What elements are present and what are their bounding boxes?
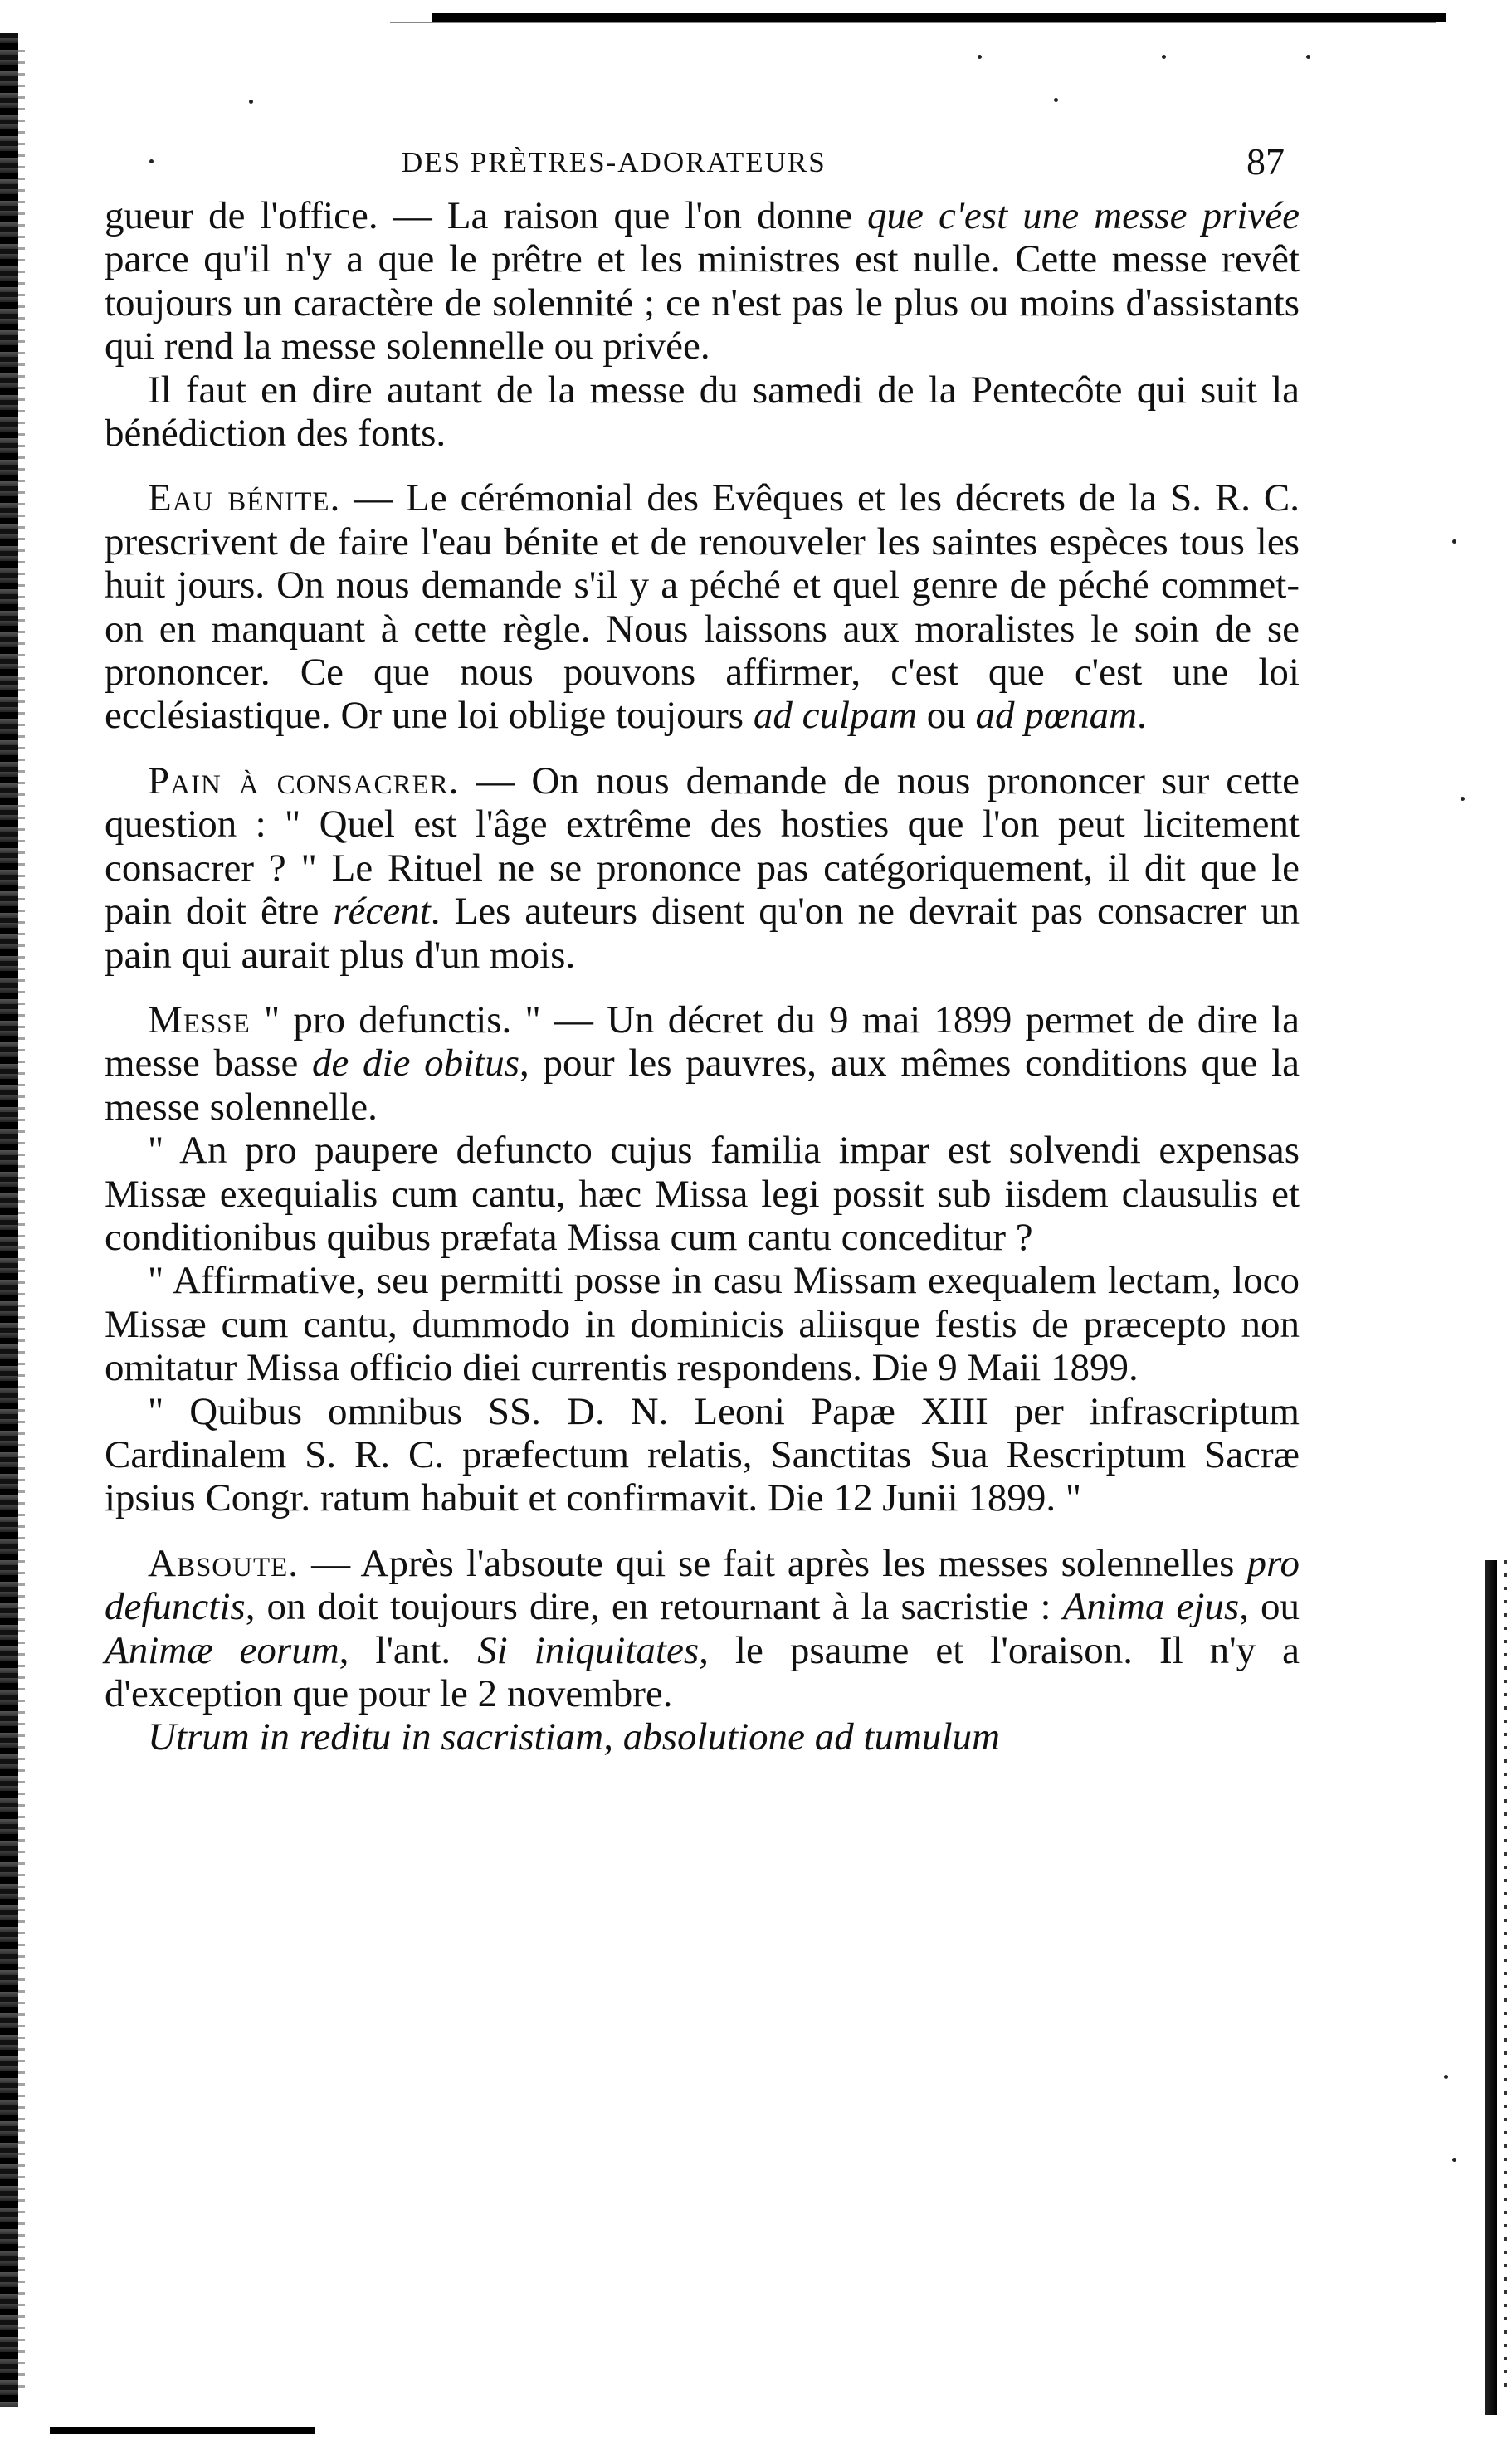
section-heading-pain: Pain à consacrer. [148,759,460,803]
scan-left-edge-shadow [18,50,25,2390]
scan-speck [1162,55,1166,59]
scan-speck [1444,2075,1448,2079]
text-run: , l'ant. [339,1628,478,1672]
scan-bottom-border [50,2427,315,2434]
paragraph-office [105,194,1300,368]
scan-left-edge [0,33,18,2407]
page-number: 87 [1246,140,1285,183]
paragraph-latin-question: " An pro paupere defuncto cujus familia impar est solvendi expensas Missæ exequialis cum cantu, hæc Missa legi possit sub iisdem clausulis et conditionibus quibus præfata Missa cum cantu conceditur ? [105,1129,1300,1259]
paragraph-eau-benite [105,476,1300,737]
scan-speck [978,55,982,59]
italic-phrase: Anima ejus [1062,1585,1240,1629]
scan-right-edge-shadow [1504,1560,1507,2390]
paragraph-pentecost: Il faut en dire autant de la messe du samedi de la Pentecôte qui suit la bénédiction des fonts. [105,368,1300,456]
italic-phrase: Animæ eorum [105,1628,339,1672]
text-run: . Les auteurs disent qu'on ne devrait pas consacrer un pain qui aurait plus d'un mois. [105,890,1300,977]
text-run: gueur de l'office. — La raison que l'on donne [105,194,868,237]
running-title: DES PRÈTRES-ADORATEURS [402,146,827,178]
italic-phrase: que c'est une messe privée [867,194,1300,237]
page-body [105,194,1300,1759]
italic-phrase: pro defunctis [105,1541,1300,1629]
italic-phrase: ad culpam [753,694,917,738]
text-run: parce qu'il n'y a que le prêtre et les ministres est nulle. Cette messe revêt toujours un caractère de solennité ; ce n'est pas le plus ou moins d'assistants qui rend la messe solennelle ou privée. [105,237,1300,368]
italic-phrase: Si iniquitates [477,1628,700,1672]
paragraph-absoute [105,1542,1300,1716]
paragraph-pain [105,759,1300,977]
text-run: . [1137,694,1147,738]
italic-phrase: récent [333,890,431,934]
italic-phrase: ad pœnam [975,694,1138,738]
paragraph-utrum: Utrum in reditu in sacristiam, absolutione ad tumulum [148,1715,1001,1759]
scan-speck [1461,797,1465,801]
scan-right-edge [1485,1560,1497,2415]
text-run: — Après l'absoute qui se fait après les messes solennelles [299,1541,1247,1585]
text-run: " pro defunctis. " — Un décret du 9 mai 1899 permet de dire la messe basse [105,998,1300,1085]
scan-speck [149,159,154,163]
running-header [402,139,1285,189]
section-heading-messe: Messe [148,998,251,1042]
text-run: ou [916,694,976,738]
scan-speck [1452,539,1456,544]
scan-top-border-thin [390,22,1436,23]
paragraph-messe [105,998,1300,1129]
scan-speck [1452,2158,1456,2162]
scan-speck [1306,55,1310,59]
text-run: — On nous demande de nous prononcer sur cette question : " Quel est l'âge extrême des hosties que l'on peut licitement consacrer ? " Le Rituel ne se prononce pas catégoriquement, il dit que le pain doit être [105,759,1300,934]
paragraph-latin-rescript: " Quibus omnibus SS. D. N. Leoni Papæ XIII per infrascriptum Cardinalem S. R. C. præfectum relatis, Sanctitas Sua Rescriptum Sacræ ipsius Congr. ratum habuit et confirmavit. Die 12 Junii 1899. " [105,1389,1300,1520]
text-run: , on doit toujours dire, en retournant à la sacristie : [245,1585,1063,1629]
text-run: — Le cérémonial des Evêques et les décrets de la S. R. C. prescrivent de faire l'eau bénite et de renouveler les saintes espèces tous les huit jours. On nous demande s'il y a péché et quel genre de péché commet-on en manquant à cette règle. Nous laissons aux moralistes le soin de se prononcer. Ce que nous pouvons affirmer, c'est que c'est une loi ecclésiastique. Or une loi oblige toujours [105,476,1300,738]
scan-speck [1054,98,1058,102]
text-run: , pour les pauvres, aux mêmes conditions que la messe solennelle. [105,1042,1300,1129]
scan-speck [249,100,253,104]
scan-top-border [432,13,1446,22]
section-heading-absoute: Absoute. [148,1541,300,1585]
paragraph-latin-answer: " Affirmative, seu permitti posse in casu Missam exequalem lectam, loco Missæ cum cantu, dummodo in dominicis aliisque festis de præcepto non omitatur Missa officio diei currentis respondens. Die 9 Maii 1899. [105,1259,1300,1390]
text-run: , ou [1239,1585,1300,1629]
text-run: , le psaume et l'oraison. Il n'y a d'exception que pour le 2 novembre. [105,1628,1300,1715]
section-heading-eau-benite: Eau bénite. [148,476,341,520]
italic-phrase: de die obitus [312,1042,520,1085]
